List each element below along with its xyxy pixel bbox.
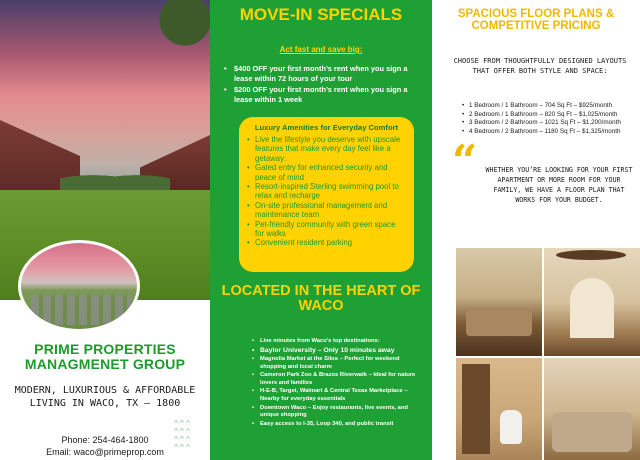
- location-item: • Cameron Park Zoo & Brazos Riverwalk – Ideal for nature lovers and families: [252, 372, 422, 387]
- right-panel: [432, 0, 640, 460]
- left-panel: [0, 0, 210, 460]
- specials-subtitle: Act fast and save big:: [279, 45, 363, 54]
- floor-plans-intro: CHOOSE FROM THOUGHTFULLY DESIGNED LAYOUTS THAT OFFER BOTH STYLE AND SPACE:: [453, 57, 627, 75]
- tagline: MODERN, LUXURIOUS & AFFORDABLE LIVING IN WACO, TX – 1800: [14, 385, 196, 409]
- amenities-list: [247, 135, 406, 248]
- interior-photo-collage: [456, 248, 640, 460]
- bathroom-photo: [456, 358, 542, 460]
- amenity-item: • Resort-inspired Sterling swimming pool to relax and recharge: [247, 182, 406, 201]
- living-room-photo: [456, 248, 542, 356]
- location-item: • Magnolia Market at the Silos – Perfect for weekend shopping and local charm: [252, 356, 422, 371]
- phone-number: Phone: 254-464-1800: [61, 435, 149, 445]
- floor-plan-item: • 3 Bedroom / 2 Bathroom – 1021 Sq Ft – $1,200/month: [462, 119, 640, 128]
- location-intro: • Live minutes from Waco’s top destinations:: [252, 338, 422, 346]
- company-name: PRIME PROPERTIES MANAGMENET GROUP: [24, 341, 186, 372]
- bedroom-photo: [542, 358, 640, 460]
- specials-list: [224, 64, 424, 106]
- special-item: • $400 OFF your first month’s rent when you sign a lease within 72 hours of your tour: [224, 64, 424, 83]
- chevron-pattern-icon: ^ ^ ^ ^ ^ ^ ^ ^ ^ ^ ^ ^: [174, 419, 190, 452]
- amenities-box: [239, 117, 414, 272]
- aerial-buildings: [31, 295, 131, 325]
- amenities-title: Luxury Amenities for Everyday Comfort: [254, 123, 399, 132]
- location-item: • Downtown Waco – Enjoy restaurants, live events, and unique shopping: [252, 405, 422, 420]
- quote-icon: “: [452, 136, 478, 187]
- location-title: LOCATED IN THE HEART OF WACO: [221, 283, 421, 314]
- location-item: • Baylor University – Only 10 minutes away: [252, 347, 422, 355]
- amenity-item: • Gated entry for enhanced security and peace of mind: [247, 163, 406, 182]
- specials-title: MOVE-IN SPECIALS: [239, 5, 403, 24]
- locations-list: [252, 338, 422, 429]
- amenity-item: • Convenient resident parking: [247, 238, 406, 247]
- aerial-view-photo: [18, 240, 140, 332]
- living-area-photo: [542, 248, 640, 356]
- floor-plans-list: [462, 102, 640, 136]
- budget-quote: WHETHER YOU’RE LOOKING FOR YOUR FIRST APARTMENT OR MORE ROOM FOR YOUR FAMILY, WE HAVE A FLOOR PLAN THAT WORKS FOR YOUR BUDGET.: [485, 166, 633, 204]
- location-item: • H-E-B, Target, Walmart & Central Texas Marketplace – Nearby for everyday essentials: [252, 388, 422, 403]
- location-item: • Easy access to I-35, Loop 340, and public transit: [252, 421, 422, 429]
- tree-foliage: [150, 0, 210, 50]
- amenity-item: • Live the lifestyle you deserve with upscale features that make every day feel like a getaway:: [247, 135, 406, 163]
- amenity-item: • On-site professional management and maintenance team: [247, 201, 406, 220]
- floor-plan-item: • 1 Bedroom / 1 Bathroom – 704 Sq Ft – $925/month: [462, 102, 640, 111]
- email-address: Email: waco@primeprop.com: [46, 447, 164, 457]
- special-item: • $200 OFF your first month’s rent when you sign a lease within 1 week: [224, 85, 424, 104]
- floor-plan-item: • 2 Bedroom / 1 Bathroom – 820 Sq Ft – $1,025/month: [462, 111, 640, 120]
- floor-plan-item: • 4 Bedroom / 2 Bathroom – 1180 Sq Ft – $1,325/month: [462, 128, 640, 137]
- middle-panel: [210, 0, 432, 460]
- amenity-item: • Pet-friendly community with green space for walks: [247, 220, 406, 239]
- floor-plans-title: SPACIOUS FLOOR PLANS & COMPETITIVE PRICING: [457, 8, 615, 32]
